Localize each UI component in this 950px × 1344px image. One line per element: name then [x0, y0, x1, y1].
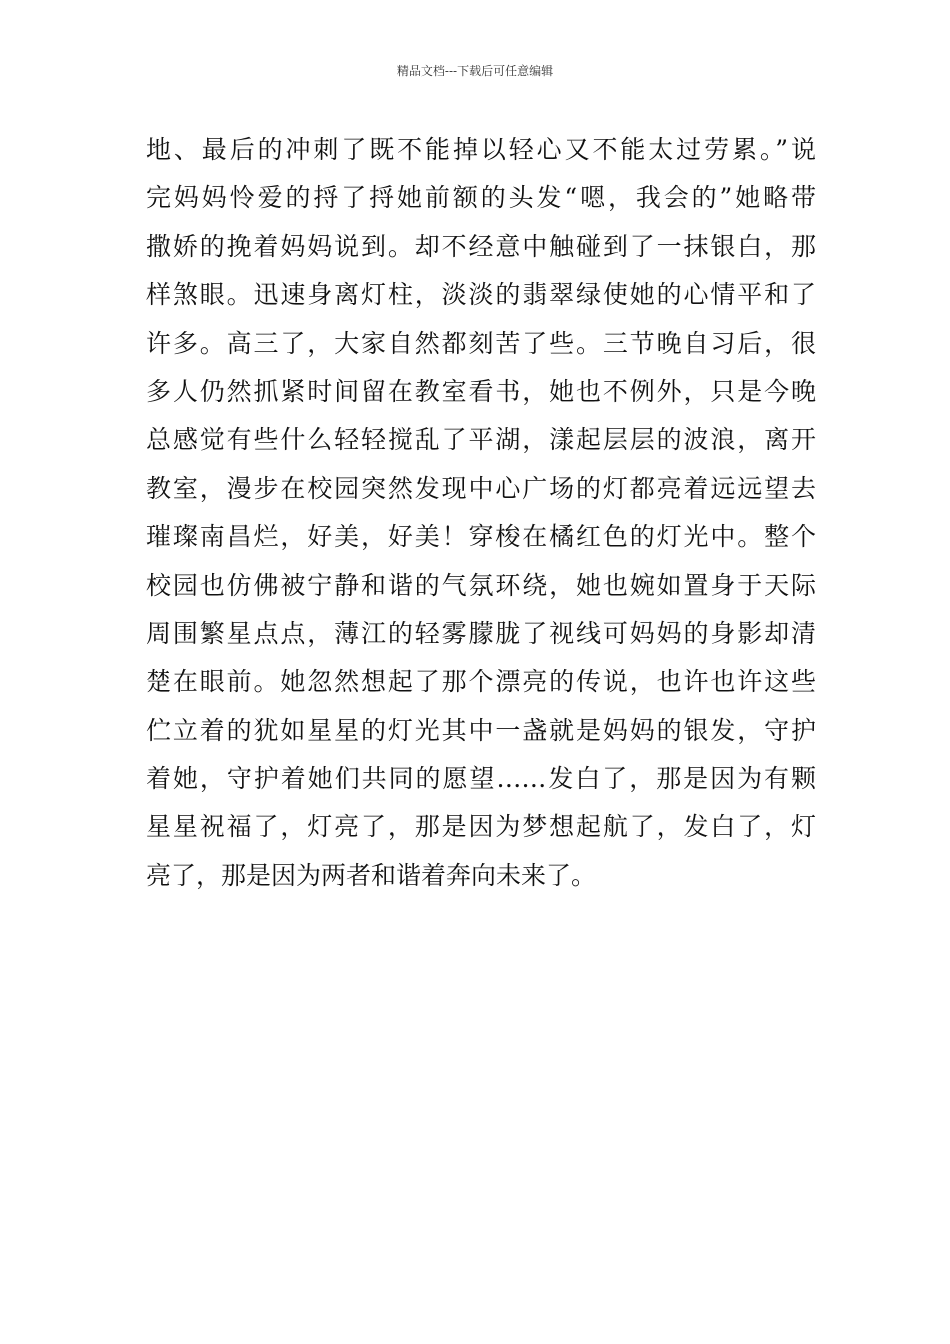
page-header: 精品文档---下载后可任意编辑 [396, 64, 554, 78]
body-paragraph [146, 126, 816, 900]
text-line: 璀璨南昌烂，好美，好美！穿梭在橘红色的灯光中。整个 [146, 522, 816, 552]
text-line: 完妈妈怜爱的捋了捋她前额的头发“嗯，我会的”她略带 [146, 183, 816, 213]
text-line: 多人仍然抓紧时间留在教室看书，她也不例外，只是今晚 [146, 376, 816, 406]
text-line: 样煞眼。迅速身离灯柱，淡淡的翡翠绿使她的心情平和了 [146, 280, 816, 310]
text-line: 地、最后的冲刺了既不能掉以轻心又不能太过劳累。”说 [146, 135, 816, 164]
text-line: 亮了，那是因为两者和谐着奔向未来了。 [146, 860, 597, 890]
text-line: 撒娇的挽着妈妈说到。却不经意中触碰到了一抹银白，那 [146, 231, 816, 261]
text-line: 总感觉有些什么轻轻搅乱了平湖，漾起层层的波浪，离开 [146, 425, 816, 455]
text-line: 星星祝福了，灯亮了，那是因为梦想起航了，发白了，灯 [146, 812, 816, 842]
text-line: 伫立着的犹如星星的灯光其中一盏就是妈妈的银发，守护 [146, 715, 816, 745]
text-line: 校园也仿佛被宁静和谐的气氛环绕，她也婉如置身于天际 [146, 570, 816, 600]
text-line: 着她，守护着她们共同的愿望……发白了，那是因为有颗 [146, 764, 816, 794]
text-line: 教室，漫步在校园突然发现中心广场的灯都亮着远远望去 [146, 473, 816, 503]
text-line: 周围繁星点点，薄江的轻雾朦胧了视线可妈妈的身影却清 [146, 618, 816, 648]
text-line: 楚在眼前。她忽然想起了那个漂亮的传说，也许也许这些 [146, 667, 816, 697]
text-line: 许多。高三了，大家自然都刻苦了些。三节晚自习后，很 [146, 328, 816, 358]
